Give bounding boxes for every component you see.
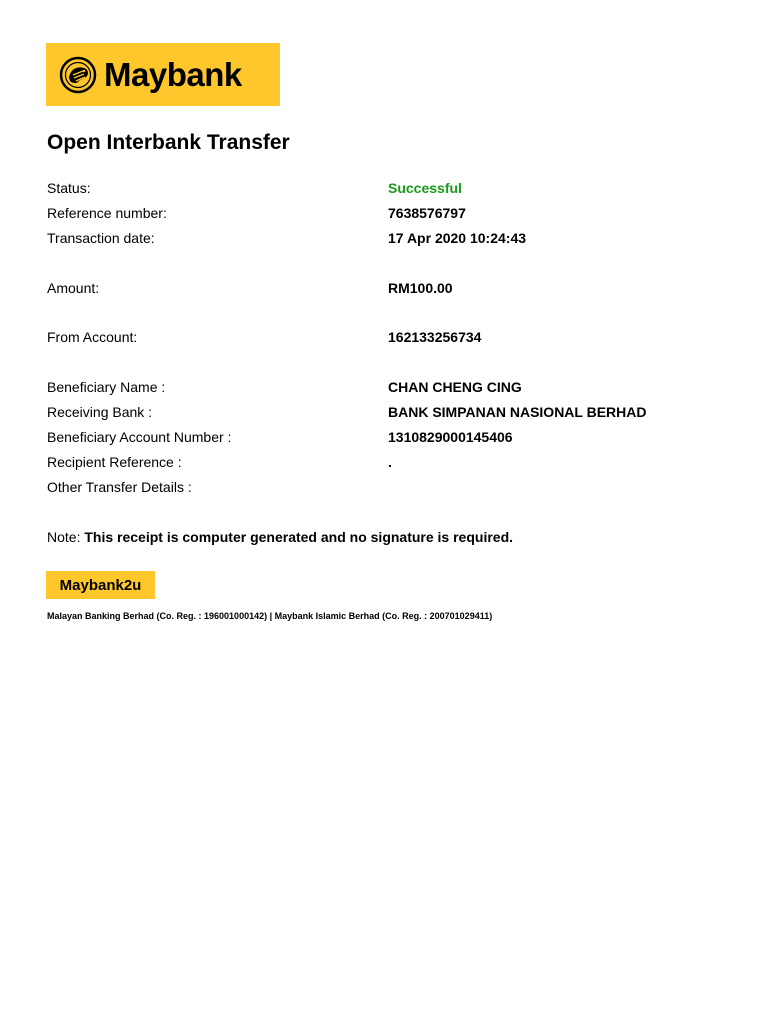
status-value: Successful xyxy=(388,180,462,196)
recipient-reference-label: Recipient Reference : xyxy=(47,454,182,470)
recipient-reference-value: . xyxy=(388,454,392,470)
amount-label: Amount: xyxy=(47,280,100,296)
beneficiary-account-number-label: Beneficiary Account Number : xyxy=(47,429,232,445)
receiving-bank-label: Receiving Bank : xyxy=(47,404,153,420)
beneficiary-name-label: Beneficiary Name : xyxy=(47,379,166,395)
reference-number-label: Reference number: xyxy=(47,205,167,221)
page-title: Open Interbank Transfer xyxy=(47,131,290,154)
maybank-logo xyxy=(46,43,280,106)
reference-number-value: 7638576797 xyxy=(388,205,466,221)
tiger-emblem-icon xyxy=(58,55,98,95)
from-account-label: From Account: xyxy=(47,329,138,345)
beneficiary-name-value: CHAN CHENG CING xyxy=(388,379,522,395)
receiving-bank-value: BANK SIMPANAN NASIONAL BERHAD xyxy=(388,404,647,420)
note-prefix: Note: xyxy=(47,529,81,545)
other-transfer-details-label: Other Transfer Details : xyxy=(47,479,192,495)
transaction-date-label: Transaction date: xyxy=(47,230,155,246)
footer-registration: Malayan Banking Berhad (Co. Reg. : 196001000142) | Maybank Islamic Berhad (Co. Reg. : 200701029411) xyxy=(47,611,493,621)
maybank2u-wordmark: Maybank2u xyxy=(59,576,142,594)
status-label: Status: xyxy=(47,180,91,196)
maybank2u-logo xyxy=(46,571,155,599)
note-text: This receipt is computer generated and no signature is required. xyxy=(84,529,514,545)
receipt-note xyxy=(47,528,513,546)
from-account-value: 162133256734 xyxy=(388,329,482,345)
amount-value: RM100.00 xyxy=(388,280,453,296)
maybank-wordmark: Maybank xyxy=(104,55,242,93)
transaction-date-value: 17 Apr 2020 10:24:43 xyxy=(388,230,527,246)
beneficiary-account-number-value: 1310829000145406 xyxy=(388,429,513,445)
